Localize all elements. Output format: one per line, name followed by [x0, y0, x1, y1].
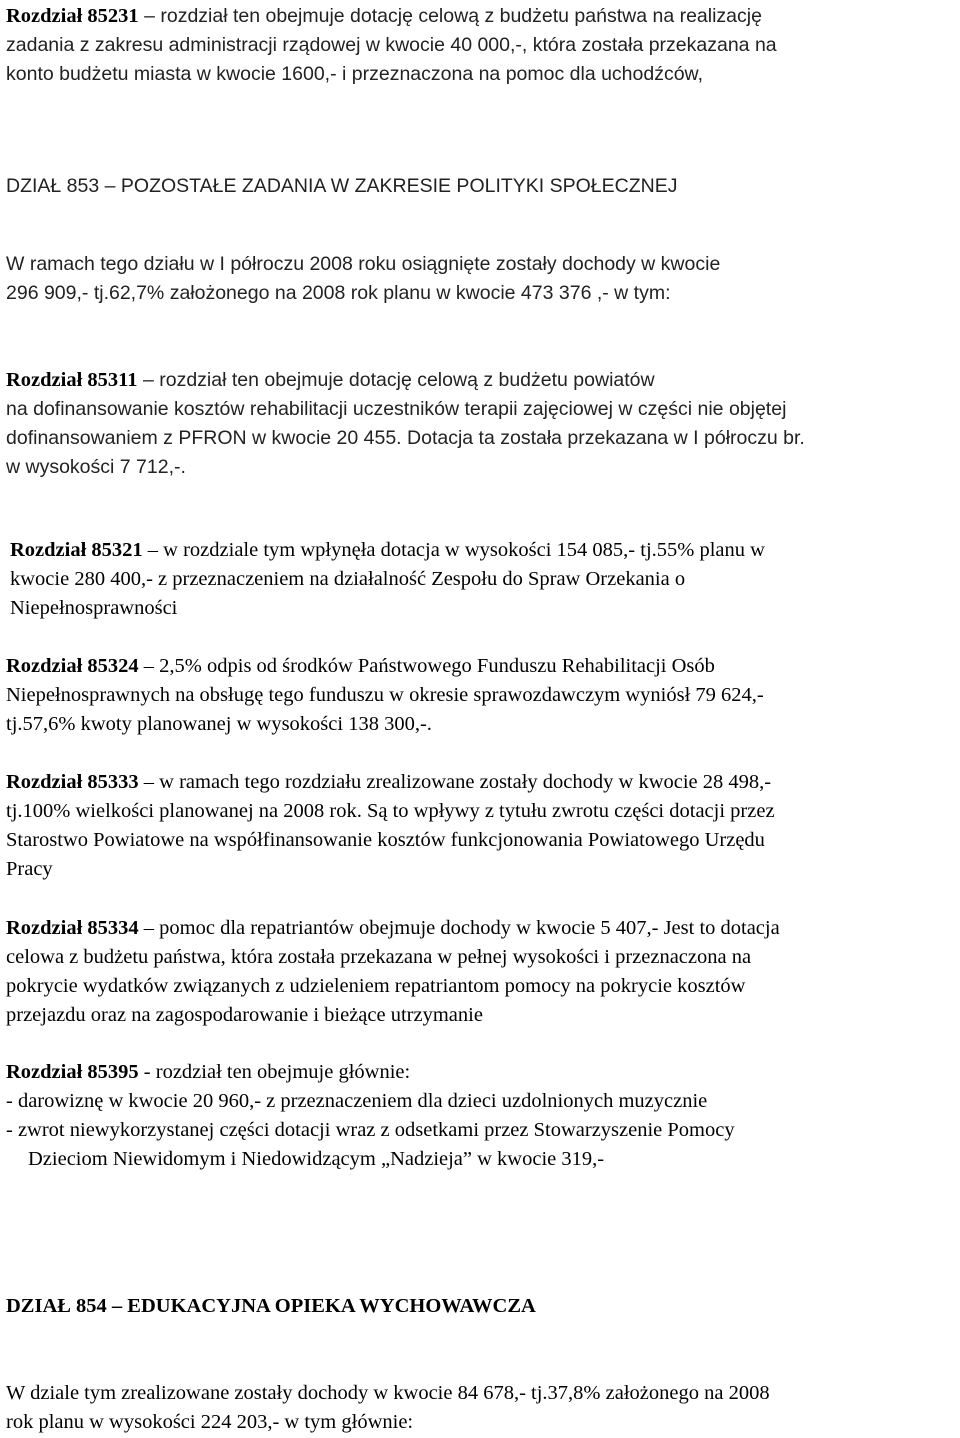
section-heading: Rozdział 85321 [10, 539, 143, 561]
section-title: DZIAŁ 854 – EDUKACYJNA OPIEKA WYCHOWAWCZA [6, 1295, 536, 1317]
paragraph-text: na dofinansowanie kosztów rehabilitacji uczestników terapii zajęciowej w części nie objętej [6, 398, 787, 420]
section-85334 [6, 914, 956, 1030]
paragraph-text: W ramach tego działu w I półroczu 2008 roku osiągnięte zostały dochody w kwocie [6, 253, 721, 275]
section-85321 [10, 536, 960, 623]
section-85231 [6, 2, 956, 89]
paragraph-text: celowa z budżetu państwa, która została przekazana w pełnej wysokości i przeznaczona na [6, 946, 752, 968]
paragraph-text: rok planu w wysokości 224 203,- w tym głównie: [6, 1411, 414, 1433]
paragraph-text: – rozdział ten obejmuje dotację celową z budżetu państwa na realizację [138, 5, 762, 27]
list-item: - darowiznę w kwocie 20 960,- z przeznaczeniem dla dzieci uzdolnionych muzycznie [6, 1090, 708, 1112]
paragraph-text: Niepełnosprawności [10, 597, 178, 619]
section-heading: Rozdział 85231 [6, 5, 139, 27]
section-85333 [6, 768, 956, 884]
section-heading: Rozdział 85395 [6, 1061, 139, 1083]
paragraph-text: przejazdu oraz na zagospodarowanie i bieżące utrzymanie [6, 1004, 483, 1026]
paragraph-text: w wysokości 7 712,-. [6, 456, 186, 478]
paragraph-text: zadania z zakresu administracji rządowej w kwocie 40 000,-, która została przekazana na [6, 34, 777, 56]
paragraph-text: – 2,5% odpis od środków Państwowego Funduszu Rehabilitacji Osób [138, 655, 715, 677]
dzial-854-summary [6, 1379, 956, 1437]
paragraph-text: – w ramach tego rozdziału zrealizowane zostały dochody w kwocie 28 498,- [138, 771, 772, 793]
section-title: DZIAŁ 853 – POZOSTAŁE ZADANIA W ZAKRESIE POLITYKI SPOŁECZNEJ [6, 175, 678, 197]
paragraph-text: Starostwo Powiatowe na współfinansowanie kosztów funkcjonowania Powiatowego Urzędu [6, 829, 765, 851]
paragraph-text: kwocie 280 400,- z przeznaczeniem na działalność Zespołu do Spraw Orzekania o [10, 568, 686, 590]
paragraph-text: Niepełnosprawnych na obsługę tego funduszu w okresie sprawozdawczym wyniósł 79 624,- [6, 684, 764, 706]
paragraph-text: tj.57,6% kwoty planowanej w wysokości 138 300,-. [6, 713, 432, 735]
paragraph-text: 296 909,- tj.62,7% założonego na 2008 rok planu w kwocie 473 376 ,- w tym: [6, 282, 671, 304]
paragraph-text: W dziale tym zrealizowane zostały dochody w kwocie 84 678,- tj.37,8% założonego na 2008 [6, 1382, 770, 1404]
paragraph-text: tj.100% wielkości planowanej na 2008 rok. Są to wpływy z tytułu zwrotu części dotacji przez [6, 800, 775, 822]
paragraph-text: Pracy [6, 858, 53, 880]
section-85311 [6, 366, 956, 482]
section-85324 [6, 652, 956, 739]
dzial-853 [6, 172, 956, 201]
paragraph-text: dofinansowaniem z PFRON w kwocie 20 455. Dotacja ta została przekazana w I półroczu br. [6, 427, 805, 449]
section-heading: Rozdział 85311 [6, 369, 138, 391]
list-item-continuation: Dzieciom Niewidomym i Niedowidzącym „Nadzieja” w kwocie 319,- [28, 1148, 605, 1170]
paragraph-text: pokrycie wydatków związanych z udzieleniem repatriantom pomocy na pokrycie kosztów [6, 975, 746, 997]
list-item: - zwrot niewykorzystanej części dotacji wraz z odsetkami przez Stowarzyszenie Pomocy [6, 1119, 735, 1141]
section-heading: Rozdział 85334 [6, 917, 139, 939]
section-heading: Rozdział 85333 [6, 771, 139, 793]
paragraph-text: – rozdział ten obejmuje dotację celową z budżetu powiatów [137, 369, 655, 391]
paragraph-text: – w rozdziale tym wpłynęła dotacja w wysokości 154 085,- tj.55% planu w [142, 539, 765, 561]
paragraph-text: - rozdział ten obejmuje głównie: [138, 1061, 411, 1083]
paragraph-text: – pomoc dla repatriantów obejmuje dochody w kwocie 5 407,- Jest to dotacja [138, 917, 780, 939]
section-heading: Rozdział 85324 [6, 655, 139, 677]
section-85395 [6, 1058, 956, 1174]
paragraph-text: konto budżetu miasta w kwocie 1600,- i przeznaczona na pomoc dla uchodźców, [6, 63, 703, 85]
dzial-853-summary [6, 250, 956, 308]
dzial-854 [6, 1292, 956, 1321]
